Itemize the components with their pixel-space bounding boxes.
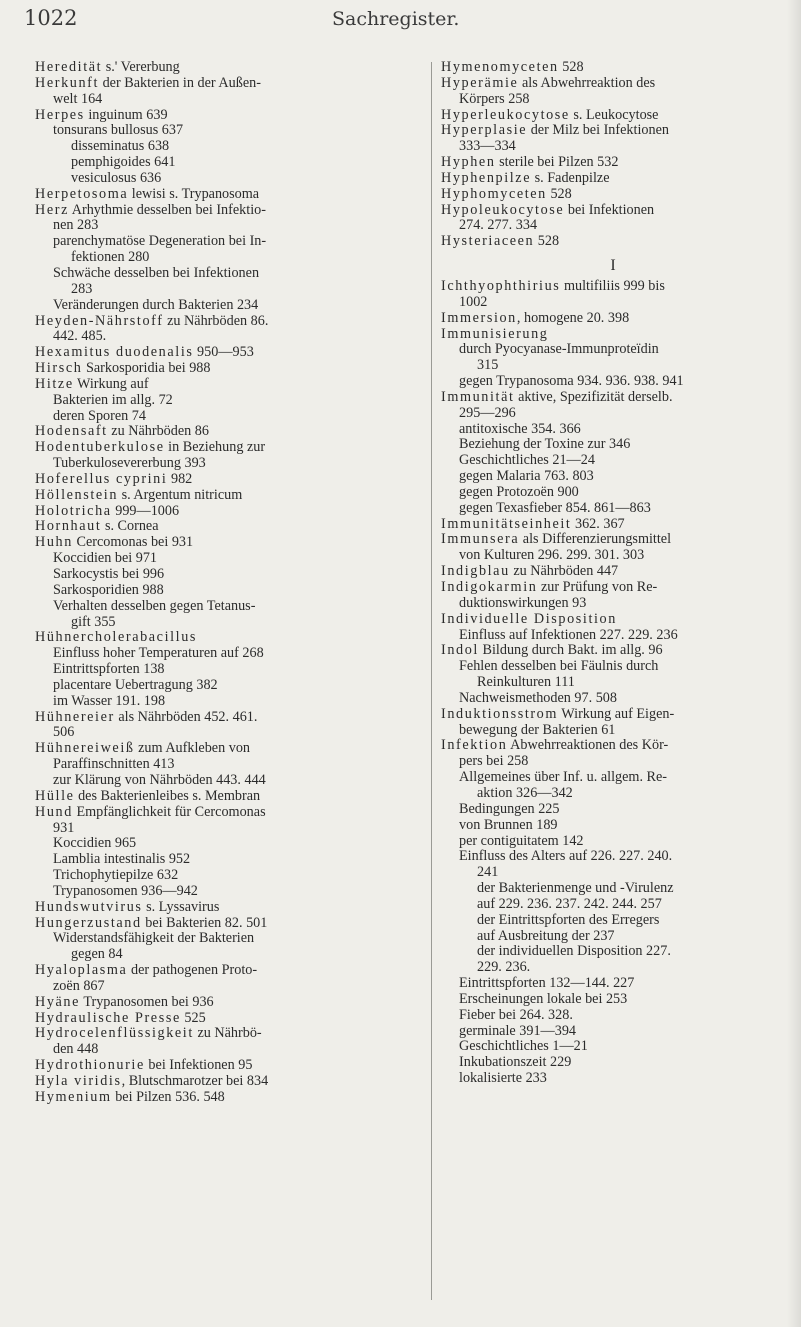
entry-text: in Beziehung zur [164, 439, 266, 456]
right-column [441, 60, 786, 1087]
index-entry [441, 643, 786, 659]
index-entry [441, 171, 786, 187]
index-subentry: 241 [477, 864, 499, 881]
entry-keyword: Immersion [441, 309, 517, 326]
entry-keyword: Indigblau [441, 563, 510, 580]
entry-text: 528 [534, 233, 560, 250]
index-entry [441, 580, 786, 596]
entry-text: 362. 367 [571, 515, 625, 532]
index-subentry: Einfluss hoher Temperaturen auf 268 [53, 645, 264, 662]
index-subentry: Lamblia intestinalis 952 [53, 851, 191, 868]
index-subentry: placentare Uebertragung 382 [53, 676, 218, 693]
entry-keyword: Hyperleukocytose [441, 106, 570, 123]
entry-text: Wirkung auf [73, 375, 149, 392]
index-subentry: duktionswirkungen 93 [459, 594, 587, 611]
index-subentry: Inkubationszeit 229 [459, 1054, 572, 1071]
entry-keyword: Hodensaft [35, 423, 108, 440]
index-subentry: zur Klärung von Nährböden 443. 444 [53, 771, 266, 788]
index-subentry: antitoxische 354. 366 [459, 420, 581, 437]
index-subentry: 1002 [459, 293, 488, 310]
entry-keyword: Hyphenpilze [441, 169, 532, 186]
entry-text: bei Bakterien 82. 501 [141, 914, 268, 931]
entry-text: , Blutschmarotzer bei 834 [121, 1073, 269, 1089]
entry-keyword: Hoferellus cyprini [35, 470, 168, 487]
index-entry [35, 1026, 430, 1042]
index-subentry: bewegung der Bakterien 61 [459, 721, 616, 738]
index-subentry: 229. 236. [477, 959, 531, 976]
entry-text: 999—1006 [111, 502, 180, 519]
index-subentry: Eintrittspforten 132—144. 227 [459, 975, 635, 992]
entry-text: als Differenzierungsmittel [519, 531, 672, 548]
entry-keyword: Hülle [35, 787, 75, 804]
entry-text: s. Leukocytose [569, 106, 659, 123]
entry-keyword: Infektion [441, 737, 508, 754]
entry-keyword: Hungerzustand [35, 914, 142, 931]
entry-keyword: Individuelle Disposition [441, 610, 617, 627]
entry-text: bei Infektionen 95 [144, 1057, 253, 1074]
index-subentry: Verhalten desselben gegen Tetanus- [53, 597, 256, 614]
entry-text: zu Nährböden 447 [509, 563, 619, 580]
index-entry [35, 710, 430, 726]
entry-text: 950—953 [193, 344, 254, 361]
index-subentry: 295—296 [459, 404, 516, 421]
entry-keyword: Immunitätseinheit [441, 515, 572, 532]
index-subentry: Trypanosomen 936—942 [53, 882, 198, 899]
entry-text: der Bakterien in der Außen- [99, 74, 261, 91]
entry-text: Wirkung auf Eigen- [558, 705, 675, 722]
index-entry [35, 440, 430, 456]
entry-keyword: Hyperämie [441, 74, 519, 91]
index-subentry: zoën 867 [53, 977, 105, 994]
index-entry [441, 390, 786, 406]
index-subentry: gegen Malaria 763. 803 [459, 468, 594, 485]
entry-keyword: Hyla viridis [35, 1073, 122, 1089]
entry-keyword: Hysteriaceen [441, 233, 535, 250]
entry-text: Sarkosporidia bei 988 [82, 360, 211, 377]
index-subentry: Reinkulturen 111 [477, 674, 575, 691]
index-entry [441, 707, 786, 723]
entry-text: 525 [180, 1009, 206, 1026]
index-subentry: Widerstandsfähigkeit der Bakterien [53, 930, 255, 947]
entry-keyword: Hydrothionurie [35, 1057, 145, 1074]
index-subentry: Sarkosporidien 988 [53, 581, 164, 598]
entry-text: sterile bei Pilzen 532 [495, 154, 619, 171]
entry-keyword: Hund [35, 803, 73, 820]
entry-keyword: Heyden-Nährstoff [35, 312, 164, 329]
index-entry [441, 76, 786, 92]
index-entry [35, 472, 430, 488]
index-subentry: auf 229. 236. 237. 242. 244. 257 [477, 895, 662, 912]
index-entry [35, 187, 430, 203]
index-subentry: Erscheinungen lokale bei 253 [459, 990, 628, 1007]
entry-keyword: Huhn [35, 534, 73, 551]
entry-keyword: Hundswutvirus [35, 898, 143, 915]
entry-keyword: Immunisierung [441, 325, 549, 342]
entry-keyword: Hyperplasie [441, 122, 528, 139]
index-entry [441, 612, 786, 628]
index-subentry: 442. 485. [53, 328, 107, 345]
index-subentry: Sarkocystis bei 996 [53, 566, 165, 582]
index-subentry: Trichophytiepilze 632 [53, 867, 179, 884]
entry-text: zur Prüfung von Re- [537, 579, 658, 595]
index-entry [35, 789, 430, 805]
entry-text: s. Cornea [101, 518, 159, 535]
index-entry [35, 76, 430, 92]
entry-keyword: Hydraulische Presse [35, 1009, 181, 1026]
entry-text: lewisi s. Trypanosoma [128, 185, 260, 202]
entry-keyword: Hymenium [35, 1088, 112, 1105]
entry-keyword: Hornhaut [35, 518, 102, 535]
index-subentry: pemphigoides 641 [71, 154, 176, 171]
entry-text: s. Fadenpilze [531, 169, 610, 186]
index-entry [35, 916, 430, 932]
index-subentry: Koccidien 965 [53, 835, 137, 852]
index-subentry: gegen 84 [71, 946, 123, 963]
index-subentry: tonsurans bullosus 637 [53, 122, 184, 139]
entry-keyword: Hühnereiweiß [35, 740, 135, 757]
running-title: Sachregister. [332, 8, 460, 30]
entry-keyword: Indigokarmin [441, 579, 538, 595]
index-subentry: Koccidien bei 971 [53, 550, 158, 567]
index-subentry: der Bakterienmenge und -Virulenz [477, 880, 674, 897]
entry-keyword: Heredität [35, 59, 103, 75]
index-entry [441, 517, 786, 533]
index-subentry: Geschichtliches 21—24 [459, 452, 595, 469]
index-subentry: pers bei 258 [459, 753, 529, 770]
index-subentry: der Eintrittspforten des Erregers [477, 911, 660, 928]
index-subentry: Fehlen desselben bei Fäulnis durch [459, 658, 659, 675]
index-entry [441, 203, 786, 219]
index-subentry: Einfluss auf Infektionen 227. 229. 236 [459, 626, 678, 643]
entry-text: als Abwehrreaktion des [518, 74, 656, 91]
entry-keyword: Immunität [441, 388, 515, 405]
index-entry [441, 564, 786, 580]
index-subentry: Körpers 258 [459, 90, 530, 107]
index-entry [441, 187, 786, 203]
index-subentry: 333—334 [459, 138, 516, 155]
entry-keyword: Hyaloplasma [35, 962, 128, 979]
entry-text: , homogene 20. 398 [516, 309, 630, 326]
index-subentry: von Brunnen 189 [459, 816, 558, 833]
index-subentry: aktion 326—342 [477, 784, 573, 801]
index-entry [35, 108, 430, 124]
entry-text: s. Argentum nitricum [118, 486, 243, 503]
entry-keyword: Hyphomyceten [441, 185, 547, 202]
entry-text: s. Lyssavirus [142, 898, 220, 915]
index-entry [441, 327, 786, 343]
index-subentry: gegen Texasfieber 854. 861—863 [459, 499, 651, 516]
index-entry [35, 1011, 430, 1027]
index-entry [441, 532, 786, 548]
index-subentry: Allgemeines über Inf. u. allgem. Re- [459, 769, 668, 786]
entry-text: 982 [167, 470, 193, 487]
index-subentry: auf Ausbreitung der 237 [477, 927, 615, 944]
index-subentry: von Kulturen 296. 299. 301. 303 [459, 547, 645, 564]
index-entry [35, 519, 430, 535]
entry-keyword: Immunsera [441, 531, 520, 548]
entry-text: s.' Vererbung [102, 59, 180, 75]
index-subentry: lokalisierte 233 [459, 1070, 547, 1087]
section-h-continued [441, 60, 786, 250]
index-subentry: Geschichtliches 1—21 [459, 1038, 588, 1055]
index-entry [441, 738, 786, 754]
entry-keyword: Induktionsstrom [441, 705, 559, 722]
index-subentry: Bedingungen 225 [459, 800, 560, 817]
index-entry [35, 805, 430, 821]
entry-text: 528 [558, 59, 584, 75]
index-subentry: Einfluss des Alters auf 226. 227. 240. [459, 848, 673, 865]
entry-keyword: Herpetosoma [35, 185, 129, 202]
index-entry [35, 314, 430, 330]
entry-keyword: Hitze [35, 375, 74, 392]
entry-text: zu Nährböden 86. [163, 312, 269, 329]
index-entry [441, 155, 786, 171]
index-subentry: germinale 391—394 [459, 1022, 577, 1039]
index-subentry: durch Pyocyanase-Immunproteïdin [459, 341, 659, 358]
index-subentry: fektionen 280 [71, 249, 150, 266]
index-entry [441, 311, 786, 327]
index-subentry: im Wasser 191. 198 [53, 692, 166, 709]
entry-text: zum Aufkleben von [134, 740, 251, 757]
index-subentry: Beziehung der Toxine zur 346 [459, 436, 631, 453]
index-subentry: nen 283 [53, 217, 99, 234]
index-subentry: Fieber bei 264. 328. [459, 1006, 573, 1023]
index-entry [35, 1074, 430, 1090]
page-edge-shadow [787, 0, 801, 1327]
entry-text: Arhythmie desselben bei Infektio- [68, 201, 266, 218]
entry-text: aktive, Spezifizität derselb. [514, 388, 673, 405]
index-subentry: welt 164 [53, 90, 103, 107]
entry-keyword: Indol [441, 642, 479, 659]
index-subentry: deren Sporen 74 [53, 407, 146, 424]
index-subentry: parenchymatöse Degeneration bei In- [53, 233, 267, 250]
index-entry [35, 1090, 430, 1106]
entry-keyword: Herz [35, 201, 69, 218]
page-number: 1022 [24, 6, 78, 30]
entry-keyword: Hühnereier [35, 708, 115, 725]
entry-text: bei Pilzen 536. 548 [111, 1088, 225, 1105]
entry-text: Empfänglichkeit für Cercomonas [72, 803, 266, 820]
index-subentry: 315 [477, 357, 499, 374]
index-subentry: Bakterien im allg. 72 [53, 391, 173, 408]
index-subentry: per contiguitatem 142 [459, 832, 584, 849]
index-entry [35, 203, 430, 219]
entry-keyword: Hirsch [35, 360, 83, 377]
index-entry [35, 377, 430, 393]
entry-keyword: Hymenomyceten [441, 59, 559, 75]
index-subentry: vesiculosus 636 [71, 169, 162, 186]
index-subentry: Schwäche desselben bei Infektionen [53, 264, 260, 281]
index-subentry: 931 [53, 819, 75, 836]
index-entry [35, 995, 430, 1011]
entry-keyword: Hypoleukocytose [441, 201, 565, 218]
entry-text: als Nährböden 452. 461. [114, 708, 258, 725]
index-entry [35, 361, 430, 377]
index-subentry: 506 [53, 724, 75, 741]
index-entry [35, 488, 430, 504]
index-subentry: Eintrittspforten 138 [53, 661, 165, 678]
index-entry [441, 234, 786, 250]
index-entry [35, 963, 430, 979]
entry-text: zu Nährbö- [193, 1025, 262, 1042]
index-entry [35, 630, 430, 646]
left-column [35, 60, 430, 1106]
entry-keyword: Hühnercholerabacillus [35, 629, 198, 646]
section-letter-i: I [610, 257, 617, 275]
page-header [0, 0, 801, 40]
entry-keyword: Ichthyophthirius [441, 277, 561, 294]
entry-text: zu Nährböden 86 [107, 423, 209, 440]
column-divider [431, 62, 432, 1300]
index-entry [441, 60, 786, 76]
index-subentry: disseminatus 638 [71, 138, 170, 155]
index-subentry: Nachweismethoden 97. 508 [459, 689, 617, 706]
entry-keyword: Hyphen [441, 154, 496, 171]
entry-keyword: Hydrocelenflüssigkeit [35, 1025, 194, 1042]
entry-text: Trypanosomen bei 936 [80, 993, 214, 1010]
index-subentry: Veränderungen durch Bakterien 234 [53, 296, 259, 313]
index-subentry: 274. 277. 334 [459, 217, 538, 234]
index-entry [35, 345, 430, 361]
entry-keyword: Herkunft [35, 74, 100, 91]
entry-keyword: Hodentuberkulose [35, 439, 165, 456]
entry-text: Bildung durch Bakt. im allg. 96 [478, 642, 663, 659]
index-subentry: den 448 [53, 1041, 99, 1058]
entry-text: des Bakterienleibes s. Membran [74, 787, 261, 804]
entry-text: multifiliis 999 bis [560, 277, 665, 294]
index-subentry: gegen Protozoën 900 [459, 483, 579, 500]
index-entry [441, 123, 786, 139]
index-entry [35, 900, 430, 916]
entry-keyword: Höllenstein [35, 486, 119, 503]
index-entry [35, 741, 430, 757]
entry-text: 528 [546, 185, 572, 202]
index-entry [441, 108, 786, 124]
section-i [441, 279, 786, 1087]
index-subentry: gegen Trypanosoma 934. 936. 938. 941 [459, 373, 684, 390]
index-entry [35, 504, 430, 520]
index-subentry: 283 [71, 280, 93, 297]
index-entry [35, 535, 430, 551]
entry-keyword: Hexamitus duodenalis [35, 344, 194, 361]
entry-text: Abwehrreaktionen des Kör- [507, 737, 669, 754]
entry-keyword: Hyäne [35, 993, 81, 1010]
entry-keyword: Herpes [35, 106, 85, 123]
index-subentry: Paraffinschnitten 413 [53, 756, 175, 773]
index-subentry: gift 355 [71, 613, 116, 630]
index-entry [35, 60, 430, 76]
entry-text: der pathogenen Proto- [127, 962, 258, 979]
index-entry [35, 1058, 430, 1074]
entry-text: bei Infektionen [564, 201, 655, 218]
entry-text: inguinum 639 [84, 106, 168, 123]
index-entry [35, 424, 430, 440]
index-subentry: Tuberkulosevererbung 393 [53, 455, 206, 472]
entry-text: Cercomonas bei 931 [72, 534, 194, 551]
index-entry [441, 279, 786, 295]
entry-text: der Milz bei Infektionen [527, 122, 669, 139]
entry-keyword: Holotricha [35, 502, 112, 519]
index-subentry: der individuellen Disposition 227. [477, 943, 671, 960]
